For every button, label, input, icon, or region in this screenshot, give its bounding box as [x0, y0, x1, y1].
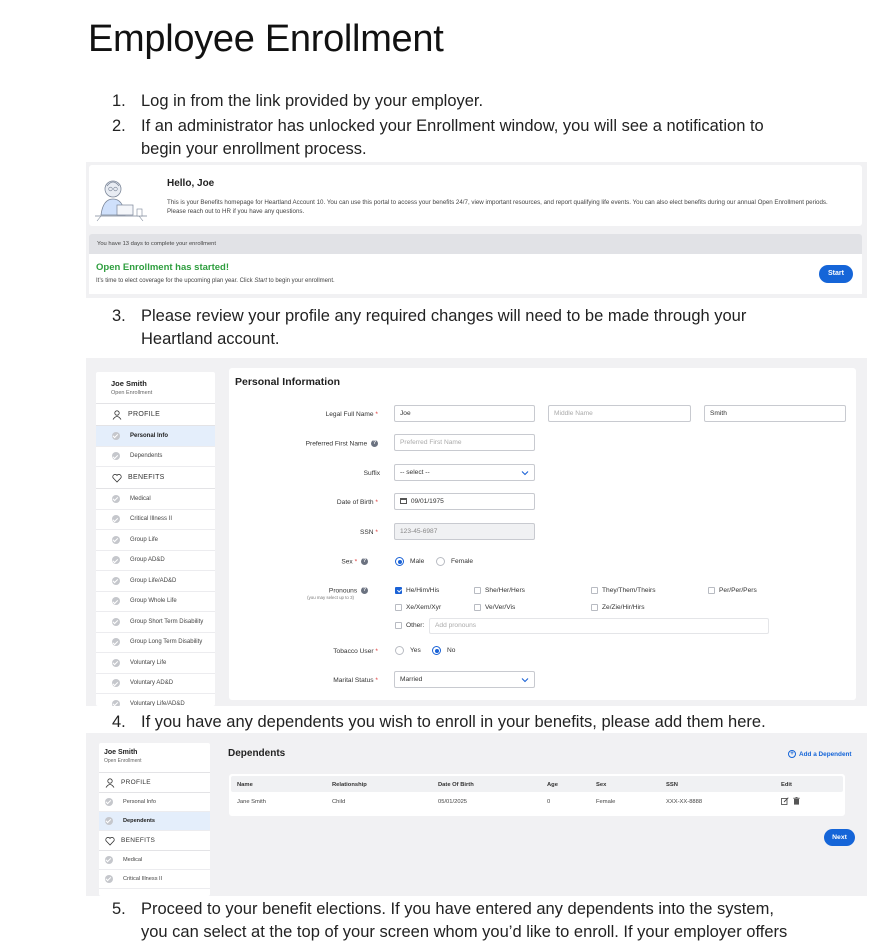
dependent-sex: Female — [596, 799, 616, 805]
dob-value: 09/01/1975 — [410, 498, 444, 505]
section-label: BENEFITS — [128, 474, 165, 481]
check-icon — [112, 432, 120, 440]
preferred-name-label — [198, 440, 378, 447]
person-icon — [112, 410, 122, 420]
document-title: Employee Enrollment — [88, 18, 444, 60]
sidebar-item-voluntary-life[interactable] — [96, 653, 215, 674]
plus-icon: + — [788, 750, 796, 758]
sex-option-female[interactable] — [436, 557, 473, 566]
step-number: 5. — [112, 900, 126, 918]
option-label: Yes — [410, 647, 421, 654]
label-text: Pronouns — [328, 587, 358, 595]
label-text: Legal Full Name — [325, 411, 374, 418]
personal-info-title: Personal Information — [235, 376, 341, 388]
table-header — [231, 776, 843, 792]
option-label: Other: — [406, 622, 425, 629]
section-label: PROFILE — [121, 779, 151, 786]
oe-sub-emphasis: Start — [254, 278, 267, 284]
check-icon — [112, 700, 120, 706]
oe-sub-post: to begin your enrollment. — [266, 278, 335, 284]
radio-button[interactable] — [432, 646, 441, 655]
option-label: They/Them/Theirs — [602, 587, 656, 594]
label-text: Marital Status — [333, 677, 374, 684]
label-text: Preferred First Name — [305, 440, 368, 448]
sidebar-item-label: Group AD&D — [130, 557, 165, 564]
sidebar-item-medical[interactable] — [99, 851, 210, 870]
check-icon — [105, 798, 113, 806]
checkbox[interactable] — [395, 622, 402, 629]
sidebar-item-label: Voluntary AD&D — [130, 680, 174, 687]
label-text: Date of Birth — [336, 499, 374, 506]
radio-button[interactable] — [395, 646, 404, 655]
section-label: BENEFITS — [121, 837, 156, 844]
check-icon — [112, 556, 120, 564]
option-label: Ve/Ver/Vis — [485, 604, 516, 611]
label-text: SSN — [360, 529, 374, 536]
sidebar-user — [99, 743, 210, 773]
step-text: Log in from the link provided by your employer. — [141, 92, 484, 110]
sidebar-item-critical-illness[interactable] — [96, 510, 215, 531]
middle-name-input[interactable]: Middle Name — [548, 405, 691, 422]
next-button[interactable]: Next — [824, 829, 855, 846]
check-icon — [112, 495, 120, 503]
suffix-label: Suffix — [363, 470, 380, 477]
checkbox[interactable] — [474, 604, 481, 611]
option-label: Per/Per/Pers — [719, 587, 757, 594]
sidebar-item-critical-illness[interactable] — [99, 870, 210, 889]
sidebar-item-label: Group Short Term Disability — [130, 618, 204, 625]
person-at-desk-illustration — [93, 175, 149, 223]
dependents-table — [229, 774, 845, 816]
help-icon[interactable]: ? — [362, 587, 367, 593]
step-number: 4. — [112, 713, 126, 731]
dob-input[interactable] — [394, 493, 535, 510]
step-number: 1. — [112, 92, 126, 110]
sex-label — [188, 558, 368, 565]
check-icon — [112, 618, 120, 626]
add-dependent-label: Add a Dependent — [799, 750, 852, 758]
checkbox[interactable] — [708, 587, 715, 594]
sidebar-item-label: Group Whole Life — [130, 598, 177, 605]
sidebar-item-label: Medical — [130, 495, 151, 502]
legal-name-label — [198, 411, 378, 418]
chevron-down-icon — [521, 676, 529, 684]
check-icon — [112, 638, 120, 646]
option-label: Ze/Zie/Hir/Hirs — [602, 604, 645, 611]
add-dependent-button[interactable] — [788, 750, 852, 758]
user-status: Open Enrollment — [111, 390, 153, 396]
sidebar-item-label: Voluntary Life/AD&D — [130, 700, 185, 706]
step-number: 3. — [112, 307, 126, 325]
sidebar — [99, 743, 210, 896]
pronoun-other[interactable] — [395, 622, 424, 629]
sidebar-section-benefits[interactable] — [96, 467, 215, 489]
help-icon[interactable]: ? — [362, 558, 367, 564]
required-mark: * — [375, 677, 378, 684]
pronouns-label — [188, 587, 368, 600]
check-icon — [112, 452, 120, 460]
trash-icon[interactable] — [793, 797, 800, 805]
sidebar-user — [96, 372, 215, 404]
dependent-name: Jane Smith — [237, 799, 266, 805]
step-text: Proceed to your benefit elections. If you have entered any dependents into the system, you can select at the top of your screen whom you’d like to enroll. If your employer offers — [141, 900, 788, 941]
pronoun-he[interactable] — [395, 587, 439, 594]
section-label: PROFILE — [128, 411, 161, 418]
marital-label — [198, 677, 378, 684]
required-mark: * — [375, 499, 378, 506]
marital-value: Married — [400, 676, 423, 683]
required-mark: * — [375, 648, 378, 655]
ssn-input: 123-45-6987 — [394, 523, 535, 540]
sidebar-item-label: Group Life — [130, 536, 159, 543]
heart-icon — [112, 473, 122, 483]
check-icon — [105, 856, 113, 864]
column-header: Sex — [596, 782, 607, 788]
open-enrollment-card — [89, 254, 862, 294]
pronoun-xe[interactable] — [395, 604, 441, 611]
checkbox[interactable] — [591, 587, 598, 594]
first-name-input[interactable]: Joe — [394, 405, 535, 422]
welcome-card — [89, 165, 862, 226]
tobacco-option-yes[interactable] — [395, 646, 421, 655]
column-header: SSN — [666, 782, 678, 788]
check-icon — [112, 597, 120, 605]
sidebar-item-label: Critical Illness II — [130, 516, 173, 523]
column-header: Relationship — [332, 782, 367, 788]
start-button[interactable]: Start — [819, 265, 853, 283]
chevron-down-icon — [521, 469, 529, 477]
check-icon — [105, 817, 113, 825]
ssn-label — [198, 529, 378, 536]
sidebar-item-personal-info[interactable] — [99, 793, 210, 812]
preferred-name-input[interactable]: Preferred First Name — [394, 434, 535, 451]
edit-icon[interactable] — [781, 797, 789, 805]
option-label: Xe/Xem/Xyr — [406, 604, 442, 611]
checkbox[interactable] — [591, 604, 598, 611]
pronouns-hint: (you may select up to 3) — [307, 595, 354, 601]
suffix-value: -- select -- — [400, 469, 430, 476]
personal-info-screenshot — [86, 358, 867, 706]
step-number: 2. — [112, 117, 126, 135]
column-header: Age — [547, 782, 558, 788]
option-label: He/Him/His — [406, 587, 440, 594]
suffix-select[interactable] — [394, 464, 535, 481]
other-pronouns-input[interactable]: Add pronouns — [429, 618, 769, 634]
column-header: Edit — [781, 782, 792, 788]
sidebar-item-label: Group Life/AD&D — [130, 577, 177, 584]
pronoun-ze[interactable] — [591, 604, 645, 611]
heart-icon — [105, 836, 115, 846]
sidebar-section-profile[interactable] — [99, 773, 210, 793]
step-4 — [112, 711, 791, 734]
sidebar-item-label: Personal Info — [123, 799, 156, 805]
step-5 — [112, 898, 791, 944]
required-mark: * — [375, 411, 378, 418]
sidebar-item-dependents[interactable] — [99, 812, 210, 831]
option-label: No — [447, 647, 456, 654]
person-icon — [105, 778, 115, 788]
sidebar-item-label: Critical Illness II — [123, 876, 163, 882]
pronoun-they[interactable] — [591, 587, 656, 594]
help-icon[interactable]: ? — [372, 440, 377, 446]
check-icon — [112, 515, 120, 523]
dependent-age: 0 — [547, 799, 551, 805]
sidebar-item-label: Group Long Term Disability — [130, 639, 203, 646]
user-status: Open Enrollment — [104, 758, 142, 764]
pronoun-per[interactable] — [708, 587, 757, 594]
column-header: Date Of Birth — [438, 782, 474, 788]
tobacco-label — [198, 648, 378, 655]
label-text: Sex — [341, 558, 353, 566]
checkbox[interactable] — [474, 587, 481, 594]
dependents-screenshot — [86, 733, 867, 896]
days-remaining-text: You have 13 days to complete your enrollment — [97, 241, 217, 247]
required-mark: * — [375, 529, 378, 536]
user-name: Joe Smith — [104, 749, 138, 756]
step-text: If you have any dependents you wish to enroll in your benefits, please add them here. — [141, 713, 766, 731]
radio-button[interactable] — [395, 557, 404, 566]
tobacco-option-no[interactable] — [432, 646, 455, 655]
calendar-icon — [400, 498, 407, 504]
check-icon — [105, 875, 113, 883]
dependents-title: Dependents — [228, 748, 286, 759]
check-icon — [112, 679, 120, 687]
oe-sub-pre: It’s time to elect coverage for the upcoming plan year. Click — [96, 278, 255, 284]
pronoun-ve[interactable] — [474, 604, 515, 611]
sidebar-item-voluntary-life-add[interactable] — [96, 694, 215, 706]
dob-label — [198, 499, 378, 506]
sidebar — [96, 372, 215, 706]
check-icon — [112, 536, 120, 544]
open-enrollment-title: Open Enrollment has started! — [96, 262, 230, 273]
sidebar-item-group-std[interactable] — [96, 612, 215, 633]
required-mark: * — [354, 558, 358, 566]
sidebar-item-label: Voluntary Life — [130, 659, 167, 666]
greeting: Hello, Joe — [167, 178, 215, 189]
home-screenshot — [86, 162, 867, 298]
days-remaining-bar — [89, 234, 862, 254]
welcome-description: This is your Benefits homepage for Heartland Account 10. You can use this portal to access your benefits 24/7, view important resources, and report qualifying life events. You can also elect benefits during our annual Open Enrollment periods. Please reach out to HR if you have any questions. — [167, 199, 828, 215]
sidebar-item-label: Dependents — [123, 818, 156, 824]
check-icon — [112, 577, 120, 585]
checkbox[interactable] — [395, 587, 402, 594]
open-enrollment-subtitle — [96, 278, 335, 284]
option-label: Female — [451, 558, 473, 565]
step-text: If an administrator has unlocked your Enrollment window, you will see a notification to begin your enrollment process. — [141, 117, 764, 158]
sidebar-item-label: Dependents — [130, 453, 163, 460]
sidebar-section-benefits[interactable] — [99, 831, 210, 851]
label-text: Tobacco User — [333, 648, 374, 655]
sex-option-male[interactable] — [395, 557, 424, 566]
last-name-input[interactable]: Smith — [704, 405, 846, 422]
step-text: Please review your profile any required changes will need to be made through your Heartland account. — [141, 307, 747, 348]
column-header: Name — [237, 782, 253, 788]
dependent-ssn: XXX-XX-8888 — [666, 799, 703, 805]
dependent-relationship: Child — [332, 799, 346, 805]
marital-status-select[interactable] — [394, 671, 535, 688]
option-label: She/Her/Hers — [485, 587, 525, 594]
pronoun-she[interactable] — [474, 587, 525, 594]
row-actions — [781, 797, 800, 805]
check-icon — [112, 659, 120, 667]
option-label: Male — [410, 558, 425, 565]
step-2 — [112, 115, 781, 161]
dependent-dob: 05/01/2025 — [438, 799, 468, 805]
radio-button[interactable] — [436, 557, 445, 566]
sidebar-item-label: Medical — [123, 857, 143, 863]
sidebar-item-label: Personal Info — [130, 432, 169, 439]
user-name: Joe Smith — [111, 379, 147, 388]
step-1 — [112, 90, 791, 113]
sidebar-item-dependents[interactable] — [96, 447, 215, 468]
checkbox[interactable] — [395, 604, 402, 611]
step-3 — [112, 305, 771, 351]
